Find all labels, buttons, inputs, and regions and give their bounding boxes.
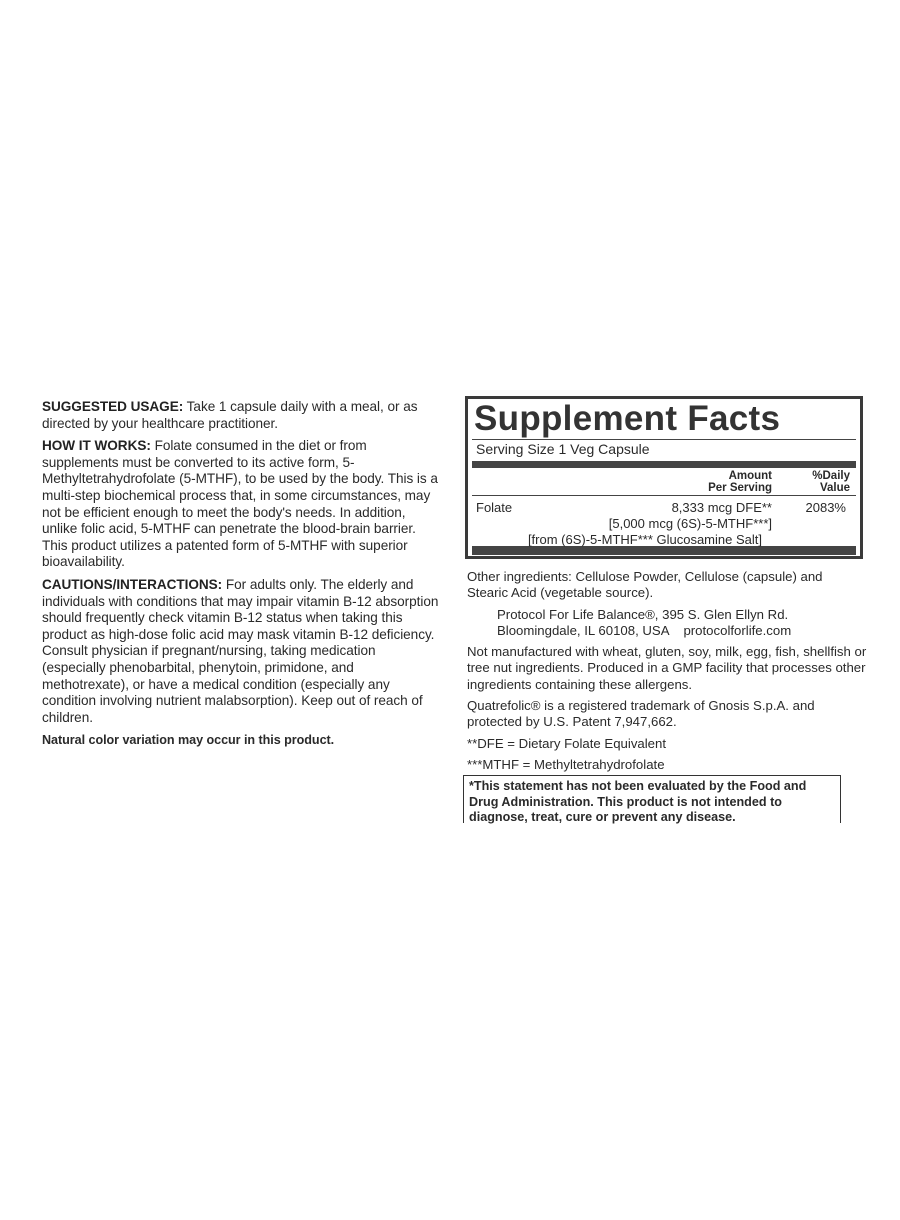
suggested-usage-label: SUGGESTED USAGE: bbox=[42, 399, 184, 414]
supplement-facts-panel bbox=[465, 396, 863, 559]
color-variation-note: Natural color variation may occur in this product. bbox=[42, 733, 335, 748]
suggested-usage bbox=[42, 399, 442, 432]
address-line-2: Bloomingdale, IL 60108, USA protocolforlife.com bbox=[497, 622, 792, 638]
how-it-works-text: Folate consumed in the diet or from supplements must be converted to its active form, 5-Methyltetrahydrofolate (5-MTHF), to be used by the body. This is a multi-step biochemical process that, in some circumstances, may not be efficient enough to meet the body's needs. In addition, unlike folic acid, 5-MTHF can penetrate the blood-brain barrier. This product utilizes a patented form of 5-MTHF with superior bioavailability. bbox=[42, 438, 438, 570]
label-instructions-column bbox=[42, 399, 442, 755]
daily-value-header-line2: Value bbox=[819, 482, 850, 494]
fda-disclaimer: *This statement has not been evaluated by the Food and Drug Administration. This product is not intended to diagnose, treat, cure or prevent any disease. bbox=[463, 775, 841, 823]
how-it-works-label: HOW IT WORKS: bbox=[42, 438, 151, 454]
nutrient-name: Folate bbox=[476, 500, 513, 515]
nutrient-amount: 8,333 mcg DFE** bbox=[671, 500, 772, 515]
address bbox=[467, 607, 867, 640]
amount-header-line1: Amount bbox=[728, 470, 772, 482]
serving-size: Serving Size 1 Veg Capsule bbox=[476, 441, 650, 457]
nutrient-subline-2: [from (6S)-5-MTHF*** Glucosamine Salt] bbox=[527, 532, 762, 547]
cautions-text: For adults only. The elderly and individuals with conditions that may impair vitamin B-12 absorption should frequently check vitamin B-12 status when taking this product as high-dose folic acid may mask vitamin B-12 deficiency. Consult physician if pregnant/nursing, taking medication (especially phenobarbital, phenytoin, primidone, and methotrexate), or have a medical condition (especially any condition involving nutrient malabsorption). Keep out of reach of children. bbox=[42, 576, 439, 725]
supplement-facts-title: Supplement Facts bbox=[474, 399, 781, 438]
amount-header-line2: Per Serving bbox=[708, 482, 772, 494]
address-line-1: Protocol For Life Balance®, 395 S. Glen Ellyn Rd. bbox=[497, 606, 789, 622]
nutrient-subline-1: [5,000 mcg (6S)-5-MTHF***] bbox=[608, 516, 772, 531]
label-info-column bbox=[467, 569, 867, 778]
mthf-footnote: ***MTHF = Methyltetrahydrofolate bbox=[467, 756, 665, 772]
daily-value-header bbox=[812, 470, 850, 494]
facts-thick-divider bbox=[472, 461, 856, 468]
trademark-statement: Quatrefolic® is a registered trademark of Gnosis S.p.A. and protected by U.S. Patent 7,947,662. bbox=[467, 698, 815, 730]
cautions bbox=[42, 577, 442, 726]
cautions-label: CAUTIONS/INTERACTIONS: bbox=[42, 576, 223, 592]
amount-header bbox=[708, 470, 772, 494]
nutrient-row-folate bbox=[472, 496, 856, 546]
dfe-footnote: **DFE = Dietary Folate Equivalent bbox=[467, 735, 667, 751]
how-it-works bbox=[42, 438, 442, 571]
other-ingredients: Other ingredients: Cellulose Powder, Cellulose (capsule) and Stearic Acid (vegetable source). bbox=[467, 569, 823, 601]
suggested-usage-text: Take 1 capsule daily with a meal, or as directed by your healthcare practitioner. bbox=[42, 399, 418, 431]
facts-header-row bbox=[472, 468, 856, 495]
allergen-statement: Not manufactured with wheat, gluten, soy, milk, egg, fish, shellfish or tree nut ingredients. Produced in a GMP facility that processes other ingredients containing these allergens. bbox=[467, 644, 867, 692]
nutrient-daily-value: 2083% bbox=[805, 500, 846, 515]
daily-value-header-line1: %Daily bbox=[812, 470, 850, 482]
